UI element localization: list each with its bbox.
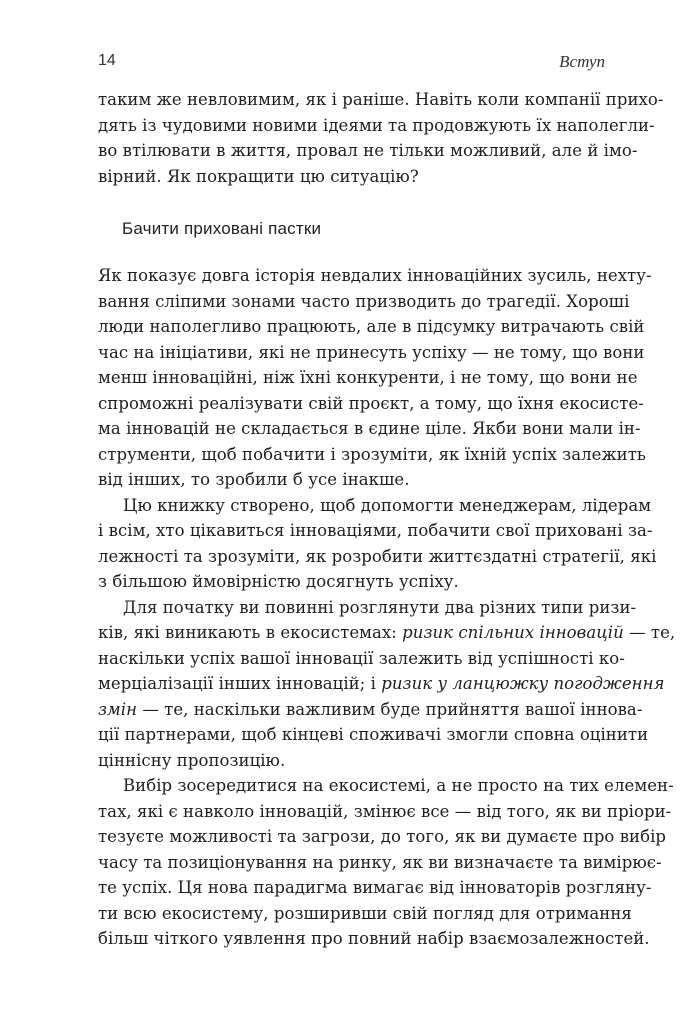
text-span: мерціалізації інших інновацій; і (98, 674, 382, 693)
text-line: вання сліпими зонами часто призводить до трагедії. Хороші (98, 291, 630, 311)
text-line: менш інноваційні, ніж їхні конкуренти, і не тому, що вони не (98, 368, 638, 387)
text-line: від інших, то зробили б усе інакше. (98, 470, 410, 489)
text-line: Для початку ви повинні розглянути два різних типи ризи- (123, 597, 637, 617)
text-line: ціннісну пропозицію. (98, 750, 286, 770)
text-line: тезуєте можливості та загрози, до того, як ви думаєте про вибір (98, 827, 667, 846)
text-line: Цю книжку створено, щоб допомогти менеджерам, лідерам (123, 495, 652, 515)
text-line: тах, які є навколо інновацій, змінює все — від того, як ви пріори- (98, 801, 672, 821)
text-line: во втілювати в життя, провал не тільки можливий, але й імо- (98, 141, 638, 160)
text-line: таким же невловимим, як і раніше. Навіть коли компанії прихо- (98, 90, 664, 109)
section-body (98, 263, 676, 952)
text-line: Вибір зосередитися на екосистемі, а не просто на тих елемен- (123, 776, 674, 795)
text-line: спроможні реалізувати свій проєкт, а тому, що їхня екосисте- (98, 393, 644, 413)
text-span: — те, (623, 623, 676, 642)
page-header (98, 52, 605, 74)
term-adoption-chain-risk: ризик у ланцюжку погодження (381, 674, 665, 693)
text-line: більш чіткого уявлення про повний набір взаємозалежностей. (98, 929, 650, 948)
text-line: те успіх. Ця нова парадигма вимагає від інноваторів розгляну- (98, 878, 652, 897)
paragraph-3 (98, 595, 676, 774)
text-line: наскільки успіх вашої інновації залежить від успішності ко- (98, 648, 625, 668)
text-line: ма інновацій не складається в єдине ціле. Якби вони мали ін- (98, 419, 641, 438)
text-span: — те, наскільки важливим буде прийняття вашої іннова- (137, 699, 643, 719)
term-adoption-chain-risk-cont: змін (98, 699, 138, 719)
text-line: струменти, щоб побачити і зрозуміти, як їхній успіх залежить (98, 444, 646, 464)
running-head: Вступ (559, 52, 605, 71)
text-line: і всім, хто цікавиться інноваціями, побачити свої приховані за- (98, 521, 653, 540)
text-line (98, 671, 665, 697)
paragraph-1 (98, 263, 652, 493)
text-line: Як показує довга історія невдалих інноваційних зусиль, нехту- (98, 266, 652, 285)
text-line: ти всю екосистему, розширивши свій погляд для отримання (98, 903, 632, 923)
section-heading: Бачити приховані пастки (122, 219, 322, 238)
page-number: 14 (98, 52, 116, 69)
text-line: дять із чудовими новими ідеями та продовжують їх наполегли- (98, 115, 655, 135)
term-co-innovation-risk: ризик спільних інновацій (402, 623, 624, 642)
paragraph-4 (98, 773, 674, 952)
text-line: лежності та зрозуміти, як розробити життєздатні стратегії, які (98, 546, 657, 566)
text-line: з більшою ймовірністю досягнуть успіху. (98, 572, 459, 591)
text-span: ків, які виникають в екосистемах: (98, 623, 403, 642)
paragraph-2 (98, 493, 657, 595)
opening-paragraph (98, 87, 664, 189)
text-line: час на ініціативи, які не принесуть успіху — не тому, що вони (98, 342, 645, 362)
text-line: вірний. Як покращити цю ситуацію? (98, 166, 419, 186)
text-line (98, 697, 643, 723)
text-line (98, 620, 676, 646)
text-line: часу та позиціонування на ринку, як ви визначаєте та вимірює- (98, 852, 662, 872)
text-line: ції партнерами, щоб кінцеві споживачі змогли сповна оцінити (98, 725, 649, 744)
text-line: люди наполегливо працюють, але в підсумку витрачають свій (98, 317, 645, 336)
